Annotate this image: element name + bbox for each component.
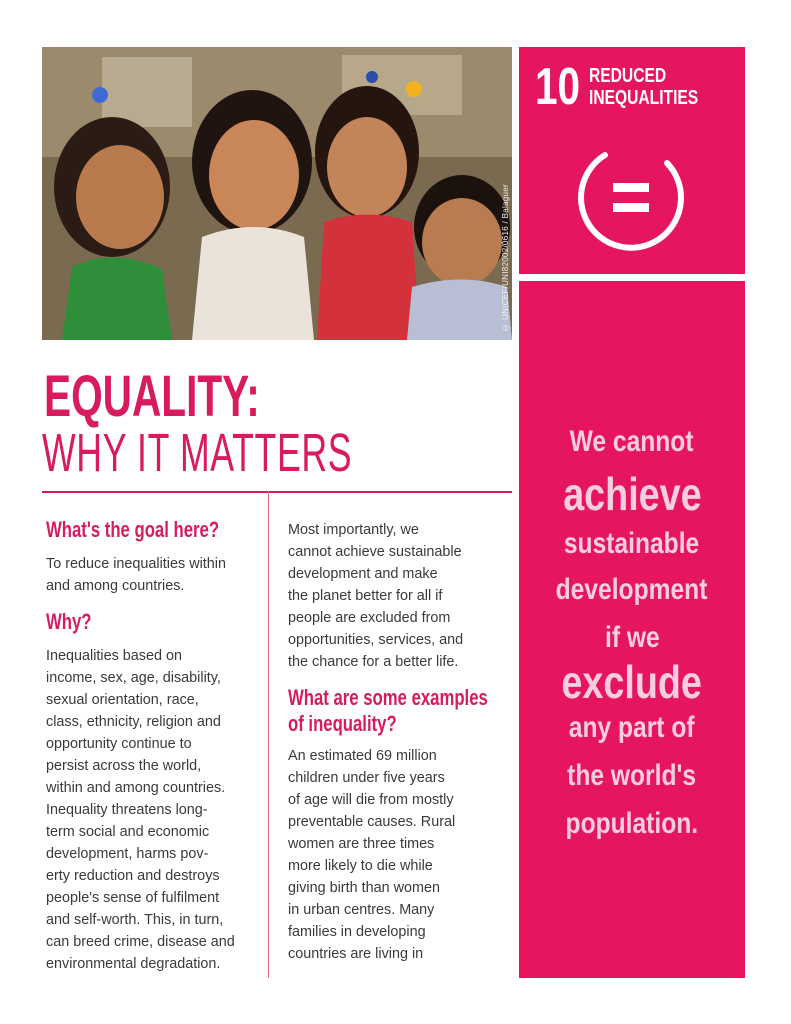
quote-text: exclude [561, 656, 703, 708]
quote-line [519, 807, 745, 841]
text-goal: To reduce inequalities within and among countries. [46, 556, 226, 594]
quote-text: We cannot [570, 425, 694, 458]
children-photo [42, 47, 512, 340]
heading-goal: What's the goal here? [46, 517, 220, 542]
text-examples: An estimated 69 million children under five years of age will die from mostly preventable causes. Rural women are three times more likely to die while giving birth than women in urban centres. Many families in developing countries are living in [288, 748, 456, 962]
sdg-goal-number: 10 [535, 58, 581, 116]
quote-line [519, 527, 745, 561]
heading-examples-line2: of inequality? [288, 711, 397, 736]
children-photo-illustration [42, 47, 512, 340]
quote-line [519, 711, 745, 745]
page-title: EQUALITY: [44, 364, 260, 429]
heading-examples-line1: What are some examples [288, 685, 488, 710]
quote-line [519, 425, 745, 459]
sdg-goal-label-line2: INEQUALITIES [589, 87, 699, 109]
quote-line [519, 573, 745, 607]
sdg-goal-label-line1: REDUCED [589, 65, 667, 87]
left-column [46, 517, 258, 975]
quote-text: the world's [567, 759, 697, 792]
quote-text: any part of [569, 711, 695, 744]
quote-panel [519, 281, 745, 978]
quote-text: development [556, 573, 708, 606]
right-column [288, 519, 510, 965]
title-divider [42, 491, 512, 493]
quote-text: sustainable [564, 527, 700, 560]
quote-text: if we [604, 621, 660, 654]
page-subtitle: WHY IT MATTERS [42, 423, 353, 483]
quote-text: population. [565, 807, 699, 840]
quote-text: achieve [562, 468, 702, 520]
text-why: Inequalities based on income, sex, age, disability, sexual orientation, race, class, ethnicity, religion and opportunity continue to persist across the world, within and among countries. Inequality threatens long- term social and economic development, harms pov- erty reduction and destroys people's sense of fulfilment and self-worth. This, in turn, can breed crime, disease and environmental degradation. [46, 648, 235, 972]
sdg-goal-label [589, 65, 698, 109]
quote-line [519, 655, 745, 709]
text-intro: Most importantly, we cannot achieve sustainable development and make the planet better for all if people are excluded from opportunities, services, and the chance for a better life. [288, 522, 464, 670]
equality-icon [575, 143, 687, 255]
quote-line [519, 621, 745, 655]
quote-line [519, 467, 745, 521]
heading-why: Why? [46, 609, 92, 634]
photo-credit: © UNICEF/UNI82002/0616 / Balaguer [501, 184, 510, 332]
quote-line [519, 759, 745, 793]
column-divider [268, 491, 269, 978]
sdg-goal-tile [519, 47, 745, 274]
